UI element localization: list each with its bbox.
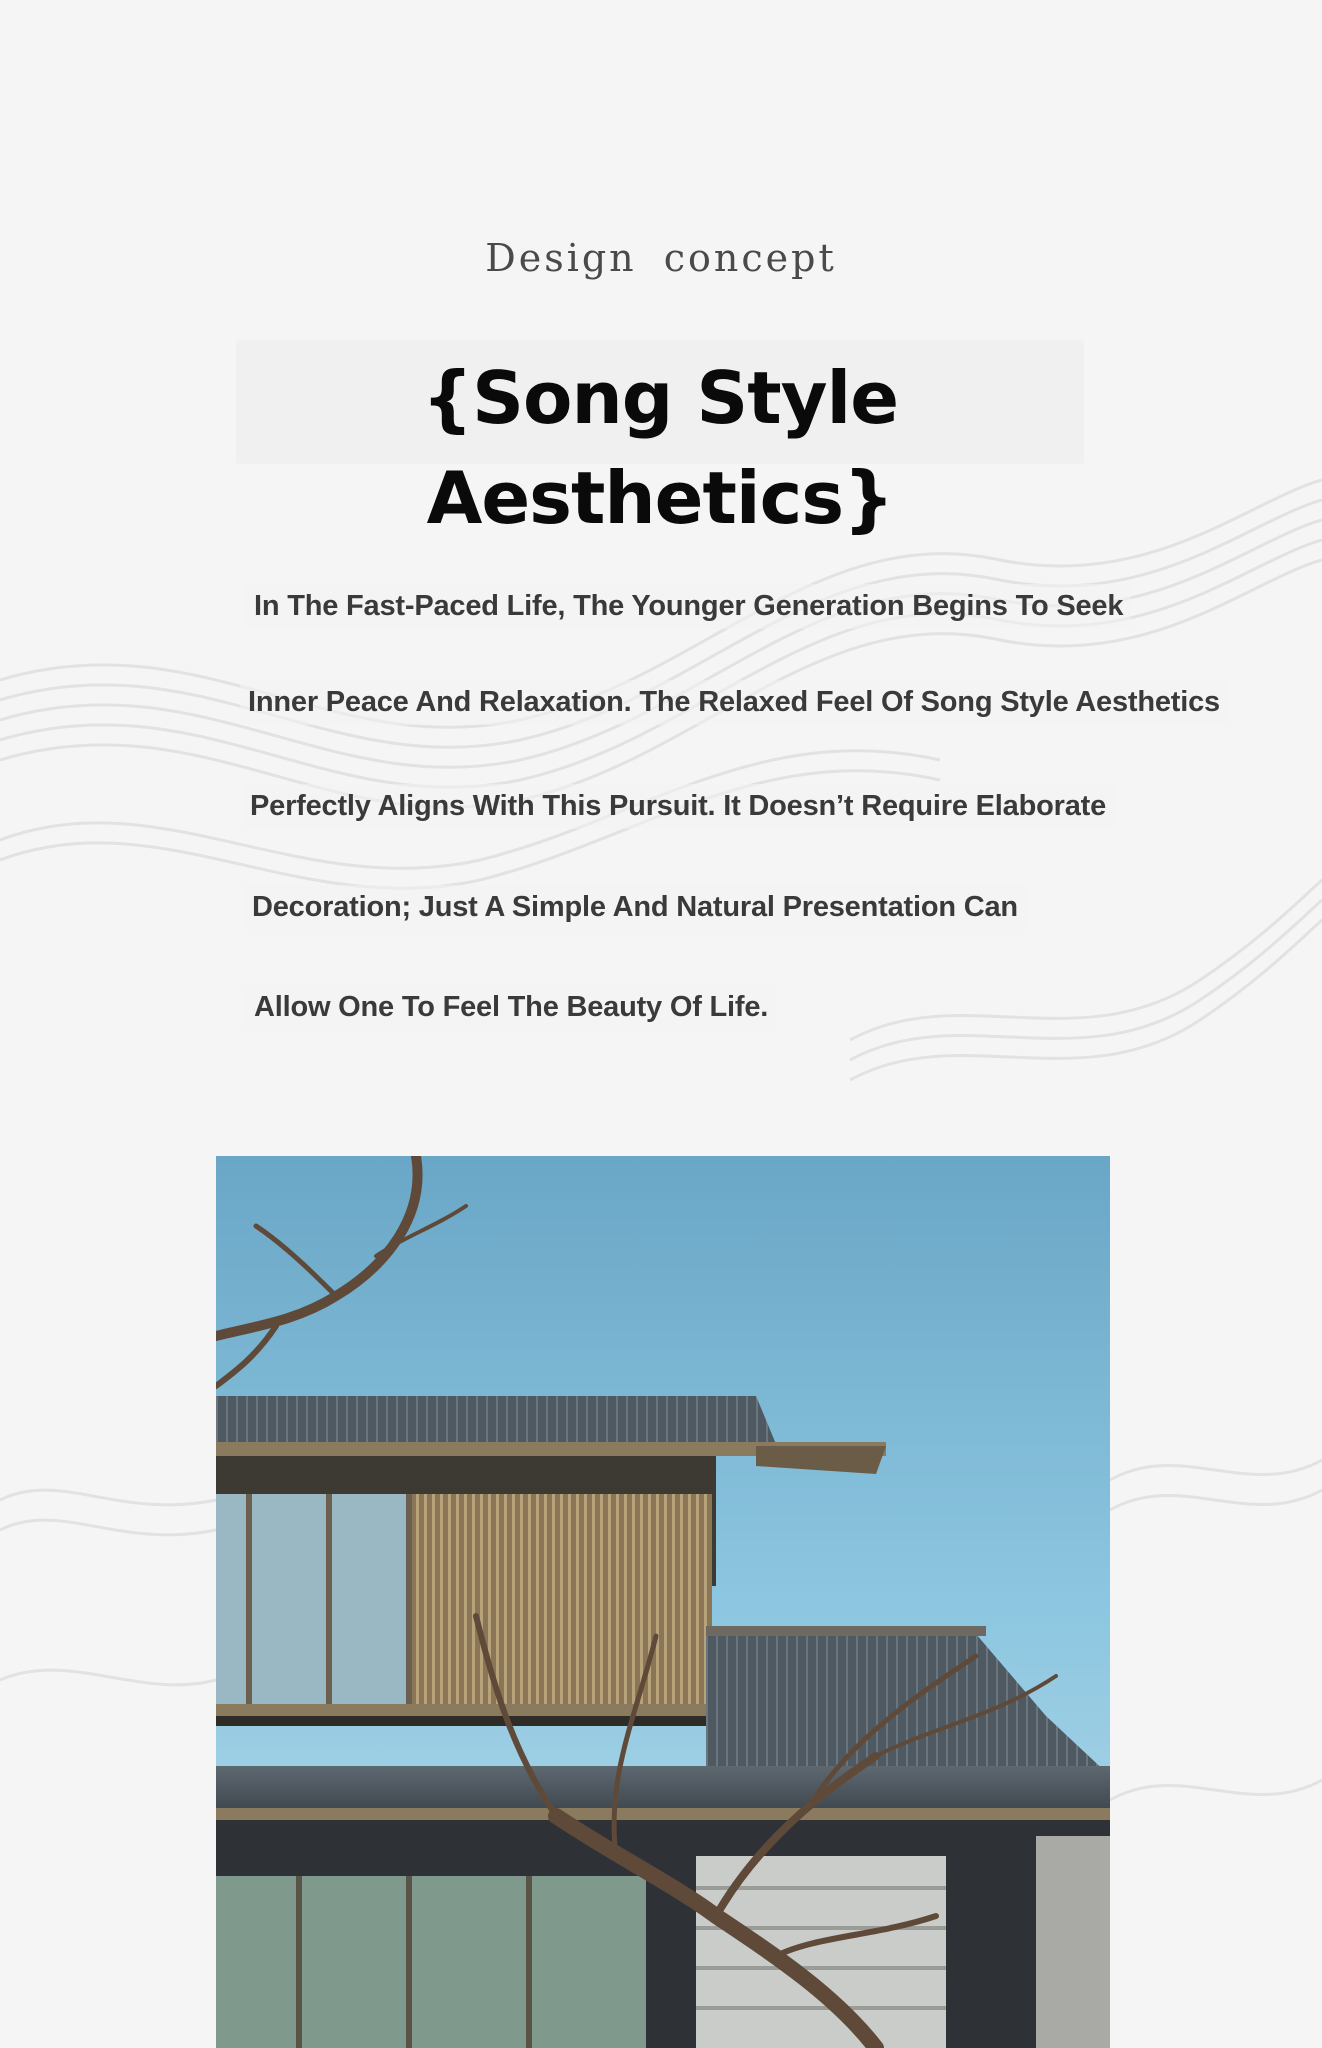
body-line-4: Decoration; Just A Simple And Natural Presentation Can xyxy=(244,885,1026,930)
body-line-5: Allow One To Feel The Beauty Of Life. xyxy=(246,985,776,1030)
section-eyebrow: Design concept xyxy=(485,236,837,280)
architecture-photo xyxy=(216,1156,1110,2048)
page-title: {Song Style Aesthetics} xyxy=(421,356,899,540)
body-line-3: Perfectly Aligns With This Pursuit. It Doesn’t Require Elaborate xyxy=(242,784,1114,829)
body-line-1: In The Fast-Paced Life, The Younger Generation Begins To Seek xyxy=(246,584,1131,629)
body-line-2: Inner Peace And Relaxation. The Relaxed Feel Of Song Style Aesthetics xyxy=(240,680,1228,725)
